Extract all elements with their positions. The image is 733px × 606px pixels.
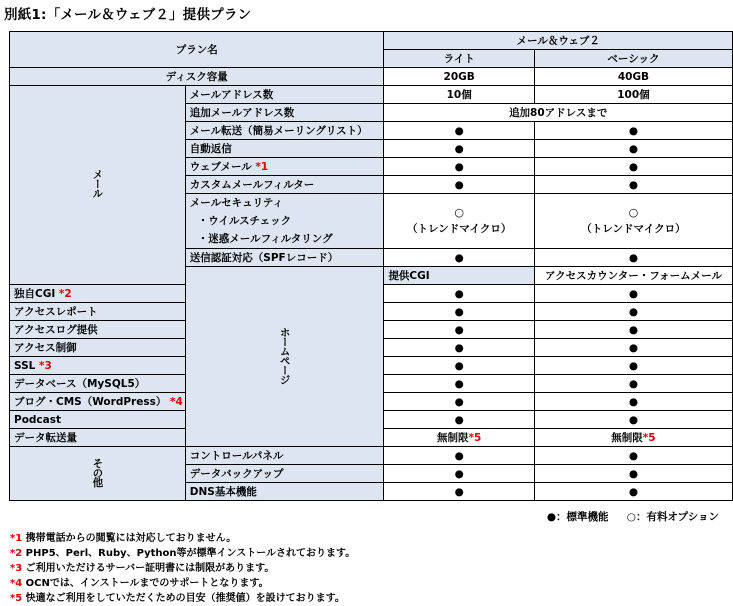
category-other: [10, 447, 186, 501]
row-label: アクセスレポート: [10, 303, 186, 321]
cell-light: ●: [384, 249, 534, 267]
cell-basic: [534, 194, 732, 249]
category-homepage: [185, 267, 384, 447]
cell-basic: ●: [534, 357, 732, 375]
row-label: アクセス制御: [10, 339, 186, 357]
footnote-mark: *4: [10, 578, 23, 589]
plan-table: [9, 31, 733, 501]
legend: [547, 509, 719, 524]
cell-basic: [534, 429, 732, 447]
disk-light: 20GB: [384, 68, 534, 86]
cell-light: ●: [384, 411, 534, 429]
row-label: Podcast: [10, 411, 186, 429]
cell-basic: ●: [534, 249, 732, 267]
row-label: [10, 393, 186, 411]
cell-basic: ●: [534, 339, 732, 357]
footnote: [10, 576, 355, 591]
row-label-text: ブログ・CMS（WordPress）: [14, 395, 167, 408]
note-marker: *3: [39, 359, 52, 372]
row-label-text: 独自CGI: [14, 287, 56, 300]
plan-group-header: メール＆ウェブ２: [384, 32, 733, 50]
footnote-mark: *5: [10, 593, 23, 604]
row-label-security: [185, 194, 384, 249]
row-label: [185, 158, 384, 176]
legend-paid: ○：有料オプション: [626, 511, 719, 523]
transfer-value: 無制限: [611, 431, 643, 444]
note-marker: *2: [58, 287, 72, 300]
row-label-text: ウェブメール: [189, 160, 252, 173]
note-marker: *1: [255, 160, 269, 173]
footnotes: [10, 531, 355, 606]
table-row: [10, 86, 733, 104]
category-other-label: その他: [91, 457, 104, 487]
footnote-text: OCNでは、インストールまでのサポートとなります。: [25, 578, 269, 589]
cell-light: ●: [384, 393, 534, 411]
cell-basic: ●: [534, 411, 732, 429]
footnote-text: ご利用いただけるサーバー証明書には制限があります。: [25, 563, 275, 574]
footnote-text: PHP5、Perl、Ruby、Python等が標準インストールされております。: [25, 548, 356, 559]
cell-light: ●: [384, 321, 534, 339]
cell-basic: 100個: [534, 86, 732, 104]
note-marker: *5: [642, 431, 656, 444]
provider-text: （トレンドマイクロ）: [407, 223, 512, 235]
security-sub-spam: ・迷惑メールフィルタリング: [197, 233, 333, 245]
cell-basic: ●: [534, 465, 732, 483]
cell-basic: ●: [534, 447, 732, 465]
cell-both: アクセスカウンター・フォームメール: [534, 267, 732, 285]
category-mail: [10, 86, 186, 285]
header-row-1: [10, 32, 733, 50]
row-label: 自動返信: [185, 140, 384, 158]
page-title: 別紙1:「メール＆ウェブ２」提供プラン: [4, 7, 252, 23]
cell-basic: ●: [534, 140, 732, 158]
cell-light: ●: [384, 158, 534, 176]
footnote: [10, 561, 355, 576]
category-mail-label: メール: [91, 169, 104, 198]
cell-basic: ●: [534, 176, 732, 194]
cell-light: ●: [384, 375, 534, 393]
footnote-text: 快適なご利用をしていただくための目安（推奨値）を設けております。: [25, 593, 345, 604]
security-sub-virus: ・ウイルスチェック: [197, 215, 292, 227]
provider-text: （トレンドマイクロ）: [581, 223, 686, 235]
note-marker: *4: [169, 395, 183, 408]
plan-name-header: プラン名: [10, 32, 384, 68]
option-mark: ○: [628, 206, 639, 219]
row-label: DNS基本機能: [185, 483, 384, 501]
cell-light: ●: [384, 483, 534, 501]
row-label: データバックアップ: [185, 465, 384, 483]
security-label: メールセキュリティ: [189, 197, 284, 209]
cell-basic: ●: [534, 375, 732, 393]
cell-light: ●: [384, 447, 534, 465]
disk-row: [10, 68, 733, 86]
cell-basic: ●: [534, 303, 732, 321]
footnote: [10, 591, 355, 606]
footnote-mark: *3: [10, 563, 23, 574]
row-label: カスタムメールフィルター: [185, 176, 384, 194]
cell-light: [384, 194, 534, 249]
row-label: メールアドレス数: [185, 86, 384, 104]
row-label: コントロールパネル: [185, 447, 384, 465]
footnote-mark: *1: [10, 533, 23, 544]
disk-basic: 40GB: [534, 68, 732, 86]
cell-light: ●: [384, 176, 534, 194]
cell-light: ●: [384, 357, 534, 375]
note-marker: *5: [468, 431, 482, 444]
disk-label: ディスク容量: [10, 68, 384, 86]
cell-light: 10個: [384, 86, 534, 104]
row-label: 送信認証対応（SPFレコード）: [185, 249, 384, 267]
plan-light-header: ライト: [384, 50, 534, 68]
cell-basic: ●: [534, 393, 732, 411]
row-label: 提供CGI: [384, 267, 534, 285]
cell-basic: ●: [534, 321, 732, 339]
cell-light: ●: [384, 122, 534, 140]
category-homepage-label: ホームページ: [278, 326, 291, 384]
plan-basic-header: ベーシック: [534, 50, 732, 68]
row-label: データ転送量: [10, 429, 186, 447]
cell-light: ●: [384, 465, 534, 483]
cell-light: ●: [384, 285, 534, 303]
footnote: [10, 531, 355, 546]
cell-basic: ●: [534, 122, 732, 140]
row-label: [10, 357, 186, 375]
row-label: メール転送（簡易メーリングリスト）: [185, 122, 384, 140]
cell-basic: ●: [534, 483, 732, 501]
row-label: データベース（MySQL5）: [10, 375, 186, 393]
legend-standard: ●：標準機能: [546, 511, 609, 523]
footnote-text: 携帯電話からの閲覧には対応しておりません。: [25, 533, 237, 544]
cell-light: [384, 429, 534, 447]
cell-basic: ●: [534, 158, 732, 176]
cell-basic: ●: [534, 285, 732, 303]
table-row: [10, 447, 733, 465]
row-label-text: SSL: [14, 359, 36, 372]
cell-light: ●: [384, 339, 534, 357]
option-mark: ○: [454, 206, 464, 219]
row-label: 追加メールアドレス数: [185, 104, 384, 122]
cell-both: 追加80アドレスまで: [384, 104, 733, 122]
row-label: アクセスログ提供: [10, 321, 186, 339]
transfer-value: 無制限: [437, 431, 469, 444]
cell-light: ●: [384, 140, 534, 158]
footnote: [10, 546, 355, 561]
cell-light: ●: [384, 303, 534, 321]
footnote-mark: *2: [10, 548, 23, 559]
row-label: [10, 285, 186, 303]
